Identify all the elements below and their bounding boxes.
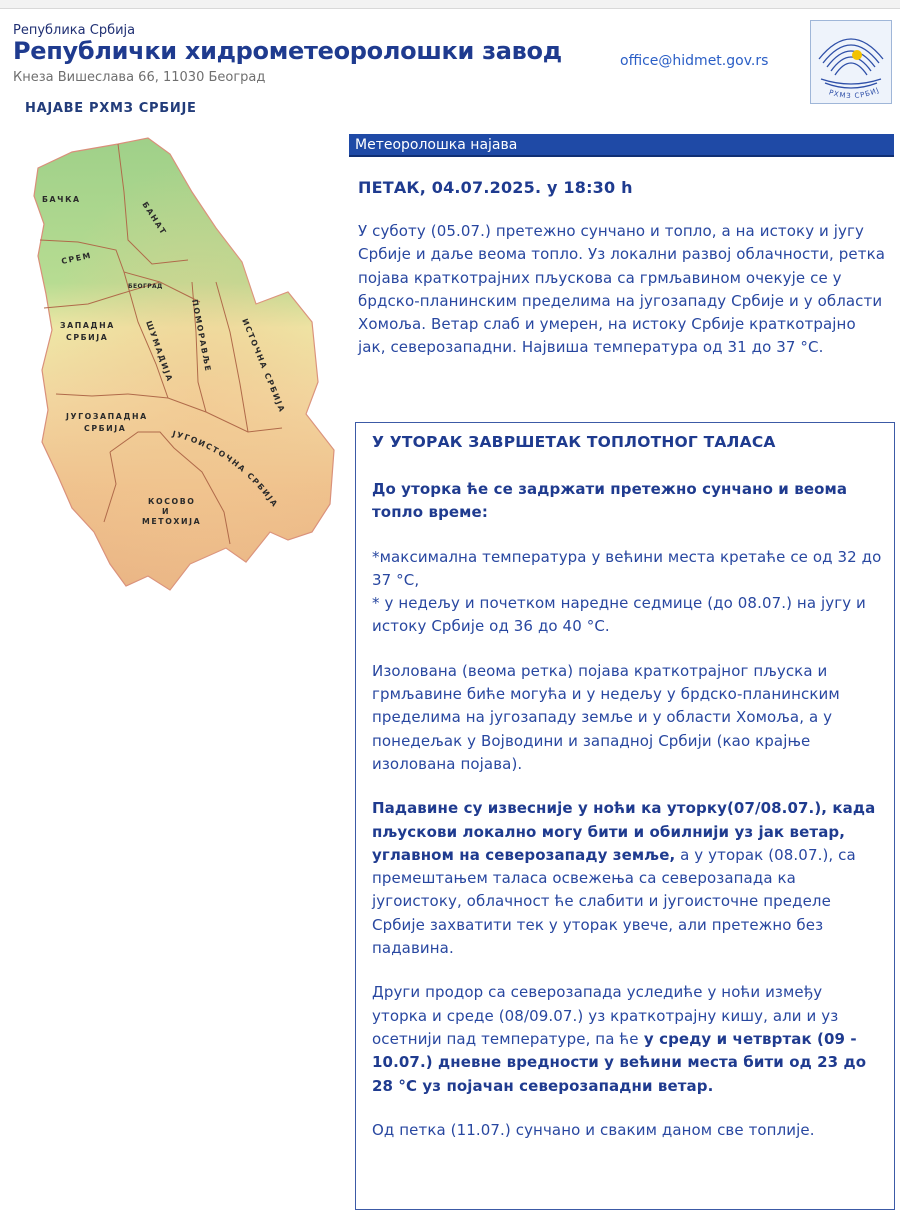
warning-paragraph-4 [372,797,882,960]
map-label-jugozapadna-2: СРБИЈА [84,424,127,433]
heatwave-warning-box [355,422,895,1210]
warning-lead: До уторка ће се задржати претежно сунчано и веома топло време: [372,480,848,522]
map-label-banat: БАНАТ [140,200,169,237]
serbia-regions-map[interactable] [20,132,345,592]
section-title-bar: Метеоролошка најава [349,134,894,157]
svg-text:РХМЗ СРБИЈЕ: РХМЗ СРБИЈ [827,85,881,101]
top-strip [0,0,900,9]
map-label-sumadija: ШУМАДИЈА [144,319,175,384]
forecast-intro: У суботу (05.07.) претежно сунчано и топло, а на истоку и југу Србије и даље веома топло. Уз локални развој облачности, ретка појава краткотрајних пљускова са грмљавином очекује се у брдско-планинским пределима на југозападу Србије и у области Хомоља. Ветар слаб и умерен, на истоку Србије краткотрајно јак, северозападни. Највиша температура од 31 до 37 °C. [358,222,886,357]
logo-emblem-icon [811,21,891,103]
map-label-srem: СРЕМ [60,250,93,266]
warning-paragraph-3: Изолована (веома ретка) појава краткотрајног пљуска и грмљавине биће могућа и у недељу у брдско-планинским пределима на југозападу земље и у области Хомоља, а у понедељак у Војводини и западној Србији (као крајње изолована појава). [372,661,840,773]
map-label-pomoravlje: ПОМОРАВЉЕ [190,298,213,374]
map-label-kosovo-2: И [162,507,171,516]
map-label-kosovo-1: КОСОВО [148,497,196,506]
map-label-jugoistocna-srbija: ЈУГОИСТОЧНА СРБИЈА [171,429,280,510]
warning-bullet-1: *максимална температура у већини места кретаће се од 32 до 37 °C, [372,547,882,589]
map-label-zapadna-srbija-2: СРБИЈА [66,333,109,342]
warning-paragraph-5-bold: у среду и четвртак (09 - 10.07.) дневне вредности у већини места бити од 23 до 28 °C уз појачан северозападни ветар. [372,1029,867,1095]
site-header [0,9,900,99]
warning-paragraph-4-text: а у уторак (08.07.), са премештањем таласа освежења са северозапада ка југоистоку, облачност ће слабити и југоисточне пределе Србије захватити тек у уторак увече, али претежно без падавина. [372,845,856,958]
warning-paragraph-5-text: Други продор са северозапада уследиће у ноћи између уторка и среде (08/09.07.) уз краткотрајну кишу, али и уз осетнији пад температуре, па ће [372,983,839,1048]
country-subtitle: Република Србија [13,23,136,38]
map-label-beograd: БЕОГРАД [128,283,163,290]
forecast-date: ПЕТАК, 04.07.2025. у 18:30 h [358,178,633,197]
warning-title: У УТОРАК ЗАВРШЕТАК ТОПЛОТНОГ ТАЛАСА [372,433,776,451]
email-link[interactable]: office@hidmet.gov.rs [620,53,769,69]
warning-paragraph-4-bold: Падавине су извесније у ноћи ка уторку(07/08.07.), када пљускови локално могу бити и обилнији уз јак ветар, углавном на северозападу земље, [372,799,876,864]
institution-title[interactable]: Републички хидрометеоролошки завод [13,37,562,65]
map-label-jugozapadna-1: ЈУГОЗАПАДНА [66,412,148,421]
map-label-zapadna-srbija-1: ЗАПАДНА [60,321,115,330]
warning-bullets [372,546,882,639]
map-label-istocna-srbija: ИСТОЧНА СРБИЈА [240,317,287,415]
warning-paragraph-6: Од петка (11.07.) сунчано и сваким даном све топлије. [372,1120,815,1139]
rhmz-logo[interactable] [810,20,892,104]
warning-bullet-2: * у недељу и почетком наредне седмице (до 08.07.) на југу и истоку Србије од 36 до 40 °C. [372,594,866,636]
map-label-kosovo-3: МЕТОХИЈА [142,517,202,526]
institution-address: Кнеза Вишеслава 66, 11030 Београд [13,70,266,85]
map-label-backa: БАЧКА [42,195,81,204]
warning-paragraph-5 [372,981,882,1097]
sidebar-title[interactable]: НАЈАВЕ РХМЗ СРБИЈЕ [25,101,197,116]
